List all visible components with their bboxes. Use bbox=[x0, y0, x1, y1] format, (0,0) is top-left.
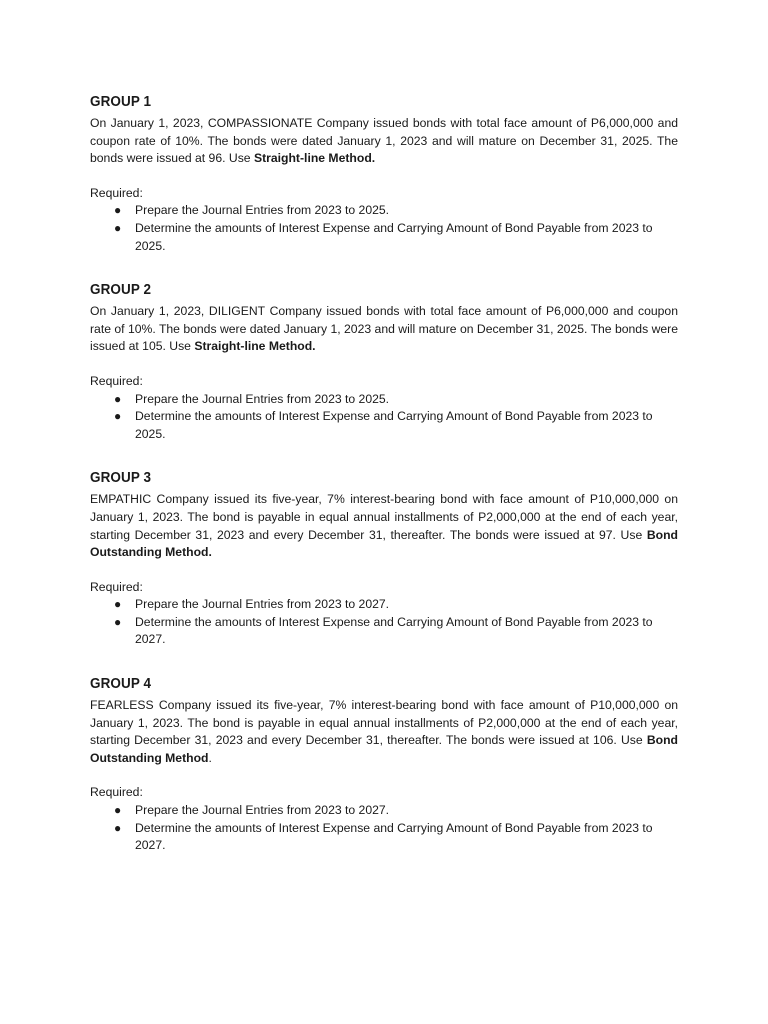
method-name: Straight-line Method. bbox=[253, 151, 376, 166]
requirement-item bbox=[90, 220, 678, 255]
group-title: GROUP 2 bbox=[90, 282, 152, 299]
group-title: GROUP 3 bbox=[90, 470, 152, 487]
problem-statement bbox=[90, 491, 678, 561]
requirement-item bbox=[90, 596, 678, 614]
bullet-icon: ● bbox=[114, 820, 122, 835]
bullet-icon: ● bbox=[114, 391, 122, 406]
requirement-item bbox=[90, 202, 678, 220]
requirement-text: Determine the amounts of Interest Expense and Carrying Amount of Bond Payable from 2023 to 2025. bbox=[135, 220, 653, 253]
bullet-icon: ● bbox=[114, 803, 122, 818]
bullet-icon: ● bbox=[114, 203, 122, 218]
requirement-item bbox=[90, 802, 678, 820]
bullet-icon: ● bbox=[114, 409, 122, 424]
group-3-section bbox=[90, 469, 678, 649]
problem-statement bbox=[90, 115, 678, 168]
problem-statement bbox=[90, 303, 678, 356]
bullet-icon: ● bbox=[114, 220, 122, 235]
group-4-section bbox=[90, 675, 678, 855]
document-page bbox=[90, 93, 678, 855]
requirement-text: Prepare the Journal Entries from 2023 to 2027. bbox=[135, 597, 390, 612]
requirements-list bbox=[90, 391, 678, 444]
requirements-list bbox=[90, 596, 678, 649]
bullet-icon: ● bbox=[114, 597, 122, 612]
requirement-text: Prepare the Journal Entries from 2023 to 2027. bbox=[135, 803, 390, 818]
requirement-text: Prepare the Journal Entries from 2023 to 2025. bbox=[135, 203, 390, 218]
required-label: Required: bbox=[90, 373, 143, 388]
problem-text: EMPATHIC Company issued its five-year, 7% interest-bearing bond with face amount of P10,000,000 on January 1, 2023. The bond is payable in equal annual installments of P2,000,000 at the end of each year, starting December 31, 2023 and every December 31, thereafter. The bonds were issued at 97. Use bbox=[90, 492, 678, 542]
requirements-list bbox=[90, 802, 678, 855]
problem-text: FEARLESS Company issued its five-year, 7% interest-bearing bond with face amount of P10,000,000 on January 1, 2023. The bond is payable in equal annual installments of P2,000,000 at the end of each year, starting December 31, 2023 and every December 31, thereafter. The bonds were issued at 106. Use bbox=[90, 698, 678, 748]
problem-text: On January 1, 2023, DILIGENT Company issued bonds with total face amount of P6,000,000 and coupon rate of 10%. The bonds were dated January 1, 2023 and will mature on December 31, 2025. The bonds were issued at 105. Use bbox=[90, 304, 678, 354]
method-name: Straight-line Method. bbox=[194, 339, 316, 354]
method-name: Bond Outstanding Method. bbox=[90, 527, 678, 560]
method-name: Bond Outstanding Method bbox=[90, 733, 678, 765]
requirement-text: Determine the amounts of Interest Expense and Carrying Amount of Bond Payable from 2023 to 2027. bbox=[135, 614, 653, 647]
required-label: Required: bbox=[90, 185, 143, 200]
problem-text-end: . bbox=[208, 750, 212, 765]
required-label: Required: bbox=[90, 579, 143, 594]
requirement-item bbox=[90, 408, 678, 443]
requirement-item bbox=[90, 391, 678, 409]
group-title: GROUP 1 bbox=[90, 94, 152, 110]
requirements-list bbox=[90, 202, 678, 255]
requirement-text: Determine the amounts of Interest Expense and Carrying Amount of Bond Payable from 2023 to 2025. bbox=[135, 409, 653, 441]
required-label: Required: bbox=[90, 785, 143, 800]
requirement-text: Determine the amounts of Interest Expense and Carrying Amount of Bond Payable from 2023 to 2027. bbox=[135, 820, 653, 853]
group-title: GROUP 4 bbox=[90, 676, 152, 693]
bullet-icon: ● bbox=[114, 614, 122, 629]
problem-statement bbox=[90, 697, 678, 767]
group-2-section bbox=[90, 281, 678, 443]
requirement-text: Prepare the Journal Entries from 2023 to 2025. bbox=[135, 391, 390, 406]
problem-text: On January 1, 2023, COMPASSIONATE Company issued bonds with total face amount of P6,000,000 and coupon rate of 10%. The bonds were dated January 1, 2023 and will mature on December 31, 2025. The bonds were issued at 96. Use bbox=[90, 116, 678, 166]
group-1-section bbox=[90, 93, 678, 255]
requirement-item bbox=[90, 614, 678, 649]
requirement-item bbox=[90, 820, 678, 855]
